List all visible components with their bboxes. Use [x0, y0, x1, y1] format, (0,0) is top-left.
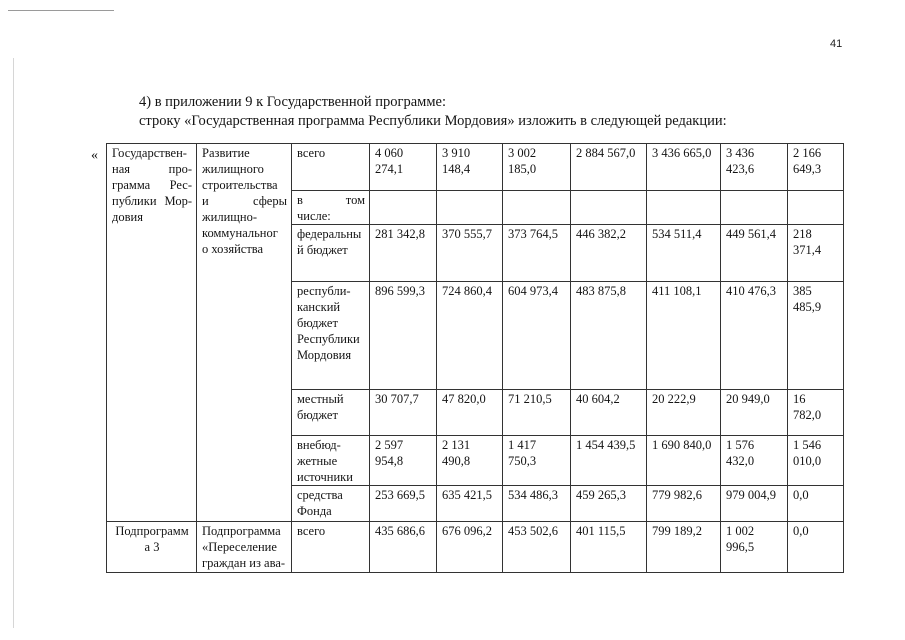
value-cell: 979 004,9 [721, 486, 788, 522]
program-funding-table [106, 143, 844, 573]
intro-line-1: 4) в приложении 9 к Государственной программе: [139, 94, 446, 110]
source-cell: федеральны й бюджет [292, 225, 370, 282]
value-cell: 635 421,5 [437, 486, 503, 522]
value-cell [437, 191, 503, 225]
page-number: 41 [830, 38, 843, 50]
value-cell: 20 949,0 [721, 390, 788, 436]
value-cell: 534 486,3 [503, 486, 571, 522]
program-direction-cell: Развитие жилищного строительства и сферы жилищно- коммунальног о хозяйства [197, 144, 292, 522]
source-cell: в том числе: [292, 191, 370, 225]
value-cell [571, 191, 647, 225]
value-cell: 0,0 [788, 486, 844, 522]
source-cell: внебюд- жетные источники [292, 436, 370, 486]
program-name-cell: Государствен- ная про- грамма Рес- публики Мор- довия [107, 144, 197, 522]
value-cell: 20 222,9 [647, 390, 721, 436]
source-cell: всего [292, 522, 370, 573]
value-cell: 449 561,4 [721, 225, 788, 282]
value-cell: 459 265,3 [571, 486, 647, 522]
value-cell: 253 669,5 [370, 486, 437, 522]
value-cell: 218 371,4 [788, 225, 844, 282]
value-cell: 724 860,4 [437, 282, 503, 390]
value-cell: 47 820,0 [437, 390, 503, 436]
value-cell: 1 690 840,0 [647, 436, 721, 486]
value-cell [721, 191, 788, 225]
value-cell: 16 782,0 [788, 390, 844, 436]
value-cell: 676 096,2 [437, 522, 503, 573]
value-cell [503, 191, 571, 225]
value-cell: 0,0 [788, 522, 844, 573]
value-cell: 3 910 148,4 [437, 144, 503, 191]
value-cell: 604 973,4 [503, 282, 571, 390]
open-quote: « [91, 148, 98, 163]
value-cell: 483 875,8 [571, 282, 647, 390]
subprogram-row-total [107, 522, 844, 573]
value-cell: 373 764,5 [503, 225, 571, 282]
value-cell: 2 166 649,3 [788, 144, 844, 191]
source-cell: республи- канский бюджет Республики Мордовия [292, 282, 370, 390]
value-cell: 2 884 567,0 [571, 144, 647, 191]
subprogram-name-cell: Подпрограмм а 3 [107, 522, 197, 573]
value-cell: 1 454 439,5 [571, 436, 647, 486]
value-cell: 896 599,3 [370, 282, 437, 390]
value-cell: 385 485,9 [788, 282, 844, 390]
value-cell: 446 382,2 [571, 225, 647, 282]
value-cell: 435 686,6 [370, 522, 437, 573]
intro-text [139, 93, 727, 131]
value-cell: 453 502,6 [503, 522, 571, 573]
value-cell: 2 131 490,8 [437, 436, 503, 486]
value-cell: 1 417 750,3 [503, 436, 571, 486]
value-cell: 401 115,5 [571, 522, 647, 573]
value-cell: 3 002 185,0 [503, 144, 571, 191]
source-cell: местный бюджет [292, 390, 370, 436]
value-cell: 3 436 423,6 [721, 144, 788, 191]
source-cell: средства Фонда [292, 486, 370, 522]
value-cell: 1 546 010,0 [788, 436, 844, 486]
subprogram-direction-cell: Подпрограмма «Переселение граждан из ава- [197, 522, 292, 573]
value-cell: 71 210,5 [503, 390, 571, 436]
value-cell: 534 511,4 [647, 225, 721, 282]
scan-edge-left [13, 58, 14, 628]
value-cell: 40 604,2 [571, 390, 647, 436]
intro-line-2: строку «Государственная программа Республики Мордовия» изложить в следующей редакции: [139, 113, 727, 129]
value-cell: 799 189,2 [647, 522, 721, 573]
value-cell: 370 555,7 [437, 225, 503, 282]
value-cell: 281 342,8 [370, 225, 437, 282]
program-row-total [107, 144, 844, 191]
value-cell: 779 982,6 [647, 486, 721, 522]
scan-edge-top [8, 10, 114, 11]
value-cell: 2 597 954,8 [370, 436, 437, 486]
value-cell: 1 576 432,0 [721, 436, 788, 486]
value-cell: 410 476,3 [721, 282, 788, 390]
value-cell [370, 191, 437, 225]
value-cell: 4 060 274,1 [370, 144, 437, 191]
value-cell [788, 191, 844, 225]
value-cell [647, 191, 721, 225]
value-cell: 3 436 665,0 [647, 144, 721, 191]
value-cell: 30 707,7 [370, 390, 437, 436]
source-cell: всего [292, 144, 370, 191]
value-cell: 1 002 996,5 [721, 522, 788, 573]
value-cell: 411 108,1 [647, 282, 721, 390]
